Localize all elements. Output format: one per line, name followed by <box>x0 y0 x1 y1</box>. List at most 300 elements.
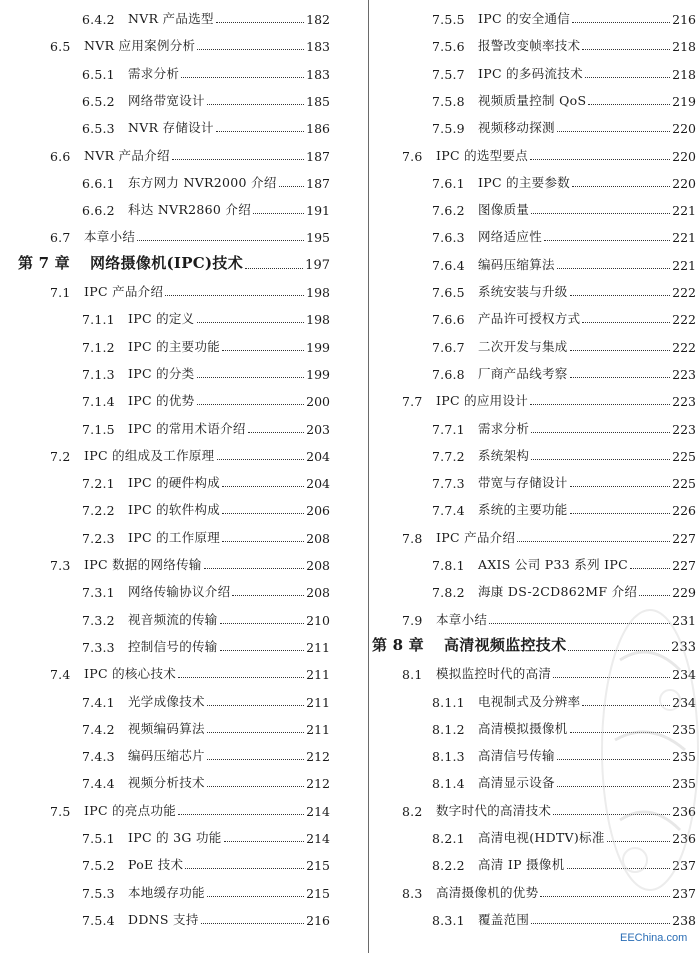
toc-subsection-entry <box>0 519 362 546</box>
toc-entry-page: 183 <box>306 39 330 55</box>
toc-leader-dots <box>531 923 670 924</box>
toc-entry-page: 233 <box>671 639 696 655</box>
toc-entry-page: 216 <box>672 12 696 27</box>
toc-leader-dots <box>185 868 304 869</box>
toc-leader-dots <box>517 541 670 542</box>
toc-entry-page: 219 <box>672 93 696 109</box>
toc-entry-page: 186 <box>306 121 330 137</box>
toc-leader-dots <box>570 350 671 351</box>
toc-entry-page: 231 <box>672 612 696 628</box>
toc-entry-title: 东方网力 NVR2000 介绍 <box>128 174 277 190</box>
toc-entry-page: 211 <box>306 639 330 655</box>
toc-leader-dots <box>222 350 304 351</box>
toc-subsection-entry <box>0 628 362 655</box>
toc-section-entry <box>0 437 362 464</box>
toc-entry-title: 网络传输协议介绍 <box>128 584 231 600</box>
toc-entry-number: 7.4.3 <box>82 749 115 765</box>
toc-entry-number: 7.5.9 <box>432 121 465 137</box>
toc-subsection-entry <box>372 410 700 437</box>
toc-entry-title: NVR 存储设计 <box>128 120 214 136</box>
toc-subsection-entry <box>0 683 362 710</box>
toc-leader-dots <box>630 568 670 569</box>
toc-subsection-entry <box>0 55 362 82</box>
toc-section-entry <box>0 218 362 245</box>
toc-entry-number: 7.7.3 <box>432 476 465 492</box>
toc-section-entry <box>372 519 700 546</box>
toc-entry-number: 7.6.8 <box>432 366 465 382</box>
toc-entry-number: 6.6.1 <box>82 175 115 191</box>
toc-entry-number: 7.2.3 <box>82 530 115 546</box>
toc-leader-dots <box>197 49 304 50</box>
column-divider <box>368 0 369 953</box>
toc-leader-dots <box>207 732 304 733</box>
toc-leader-dots <box>232 595 304 596</box>
toc-leader-dots <box>207 786 304 787</box>
toc-section-entry <box>0 546 362 573</box>
toc-entry-number: 7.1.4 <box>82 394 115 410</box>
toc-entry-number: 8.2 <box>402 803 423 819</box>
toc-leader-dots <box>207 759 304 760</box>
toc-subsection-entry <box>0 464 362 491</box>
site-logo: EEChina.com <box>620 932 688 944</box>
toc-entry-page: 237 <box>672 858 696 874</box>
toc-subsection-entry <box>372 300 700 327</box>
toc-entry-number: 7.3 <box>50 558 71 573</box>
toc-entry-title: 本章小结 <box>84 229 136 245</box>
toc-entry-title: IPC 的 3G 功能 <box>128 830 222 845</box>
toc-entry-title: 系统的主要功能 <box>478 502 568 518</box>
toc-entry-page: 223 <box>672 366 696 382</box>
toc-entry-number: 7.4.1 <box>82 694 115 710</box>
toc-subsection-entry <box>372 328 700 355</box>
toc-entry-title: 系统架构 <box>478 447 530 463</box>
toc-entry-title: IPC 的亮点功能 <box>84 802 177 818</box>
toc-entry-title: 科达 NVR2860 介绍 <box>128 202 252 218</box>
toc-entry-title: 需求分析 <box>478 420 530 436</box>
toc-entry-number: 8.1.2 <box>432 721 465 737</box>
toc-subsection-entry <box>372 355 700 382</box>
toc-entry-number: 7.2 <box>50 448 71 464</box>
toc-entry-page: 221 <box>672 230 696 246</box>
toc-entry-number: 8.3.1 <box>432 912 465 928</box>
toc-entry-title: IPC 的安全通信 <box>478 11 571 26</box>
toc-entry-page: 235 <box>672 749 696 765</box>
toc-leader-dots <box>224 841 305 842</box>
toc-entry-page: 197 <box>305 257 330 273</box>
toc-entry-number: 6.6 <box>50 148 71 164</box>
toc-subsection-entry <box>0 710 362 737</box>
toc-leader-dots <box>253 213 304 214</box>
toc-chapter-entry <box>0 246 362 273</box>
toc-subsection-entry <box>372 273 700 300</box>
toc-entry-page: 234 <box>672 667 696 683</box>
toc-entry-page: 183 <box>306 66 330 82</box>
toc-subsection-entry <box>372 573 700 600</box>
toc-entry-page: 227 <box>672 530 696 546</box>
toc-leader-dots <box>222 541 304 542</box>
toc-entry-page: 222 <box>672 339 696 355</box>
toc-entry-title: PoE 技术 <box>128 857 184 873</box>
toc-entry-title: NVR 产品选型 <box>128 11 214 26</box>
toc-entry-page: 203 <box>306 421 330 437</box>
toc-entry-page: 223 <box>672 394 696 410</box>
toc-subsection-entry <box>372 191 700 218</box>
toc-entry-page: 235 <box>672 721 696 737</box>
toc-leader-dots <box>582 322 670 323</box>
toc-entry-number: 7.4.4 <box>82 776 115 792</box>
toc-entry-number: 7.6.4 <box>432 257 465 273</box>
toc-entry-page: 211 <box>306 667 330 683</box>
toc-leader-dots <box>557 268 670 269</box>
toc-entry-number: 6.5.2 <box>82 93 115 109</box>
toc-entry-number: 7.7.2 <box>432 448 465 464</box>
toc-entry-page: 185 <box>306 93 330 109</box>
eechina-watermark-icon <box>590 600 700 910</box>
toc-subsection-entry <box>0 382 362 409</box>
toc-entry-page: 225 <box>672 448 696 464</box>
toc-entry-number: 7.8 <box>402 530 423 546</box>
toc-leader-dots <box>197 377 305 378</box>
toc-entry-number: 7.5.3 <box>82 885 115 901</box>
toc-entry-page: 223 <box>672 421 696 437</box>
toc-entry-title: 高清信号传输 <box>478 748 555 764</box>
toc-subsection-entry <box>0 874 362 901</box>
toc-subsection-entry <box>0 601 362 628</box>
toc-entry-page: 208 <box>306 530 330 546</box>
toc-subsection-entry <box>0 355 362 382</box>
toc-entry-title: 高清视频监控技术 <box>444 635 567 654</box>
toc-entry-number: 6.6.2 <box>82 203 115 219</box>
toc-entry-title: 视音频流的传输 <box>128 611 218 627</box>
toc-entry-title: 覆盖范围 <box>478 911 530 927</box>
toc-entry-number: 8.2.1 <box>432 831 465 846</box>
toc-entry-number: 7.3.3 <box>82 639 115 655</box>
toc-subsection-entry <box>0 573 362 600</box>
toc-entry-number: 7.5.7 <box>432 66 465 82</box>
toc-entry-number: 7.8.1 <box>432 558 465 573</box>
toc-subsection-entry <box>0 300 362 327</box>
toc-leader-dots <box>530 159 670 160</box>
toc-entry-title: 高清 IP 摄像机 <box>478 857 565 873</box>
toc-entry-title: 报警改变帧率技术 <box>478 38 581 54</box>
toc-entry-number: 8.1.4 <box>432 776 465 792</box>
toc-entry-title: 高清摄像机的优势 <box>436 884 539 900</box>
toc-subsection-entry <box>0 0 362 27</box>
toc-entry-number: 7.2.2 <box>82 503 115 519</box>
toc-entry-number: 7.7.1 <box>432 421 465 437</box>
toc-entry-number: 7.6.7 <box>432 339 465 355</box>
toc-entry-number: 7.5.2 <box>82 858 115 874</box>
toc-entry-number: 7.5 <box>50 803 71 819</box>
toc-entry-number: 7.9 <box>402 612 423 628</box>
toc-subsection-entry <box>372 491 700 518</box>
toc-section-entry <box>372 382 700 409</box>
toc-entry-page: 215 <box>306 885 330 901</box>
toc-entry-number: 7.5.4 <box>82 912 115 928</box>
toc-entry-title: 系统安装与升级 <box>478 284 568 299</box>
toc-subsection-entry <box>0 737 362 764</box>
toc-entry-page: 221 <box>672 203 696 219</box>
toc-section-entry <box>372 137 700 164</box>
toc-leader-dots <box>570 486 671 487</box>
toc-entry-title: IPC 的工作原理 <box>128 529 221 545</box>
toc-entry-title: 控制信号的传输 <box>128 638 218 654</box>
toc-entry-page: 204 <box>306 476 330 492</box>
toc-leader-dots <box>585 77 670 78</box>
toc-entry-title: IPC 的选型要点 <box>436 147 529 163</box>
toc-entry-title: 图像质量 <box>478 202 530 218</box>
toc-entry-number: 8.1.3 <box>432 749 465 765</box>
toc-entry-page: 208 <box>306 585 330 601</box>
toc-subsection-entry <box>372 0 700 27</box>
toc-subsection-entry <box>0 410 362 437</box>
toc-entry-page: 221 <box>672 257 696 273</box>
toc-entry-title: IPC 的组成及工作原理 <box>84 447 215 463</box>
toc-entry-title: IPC 的软件构成 <box>128 502 221 518</box>
toc-leader-dots <box>220 650 305 651</box>
toc-entry-title: 视频质量控制 QoS <box>478 92 587 108</box>
toc-entry-page: 216 <box>306 912 330 928</box>
toc-leader-dots <box>639 595 670 596</box>
toc-leader-dots <box>197 322 305 323</box>
toc-leader-dots <box>222 486 304 487</box>
toc-entry-title: 模拟监控时代的高清 <box>436 666 552 682</box>
toc-entry-title: IPC 数据的网络传输 <box>84 557 202 572</box>
toc-leader-dots <box>570 377 671 378</box>
toc-section-entry <box>0 27 362 54</box>
toc-entry-number: 8.1.1 <box>432 694 465 710</box>
toc-entry-page: 199 <box>306 366 330 382</box>
toc-entry-title: 编码压缩芯片 <box>128 748 205 764</box>
toc-entry-page: 237 <box>672 885 696 901</box>
toc-leader-dots <box>207 705 304 706</box>
toc-leader-dots <box>178 677 304 678</box>
toc-entry-number: 7.8.2 <box>432 585 465 601</box>
toc-entry-number: 7.5.5 <box>432 12 465 27</box>
toc-entry-page: 210 <box>306 612 330 628</box>
toc-leader-dots <box>531 213 670 214</box>
toc-leader-dots <box>572 186 670 187</box>
toc-entry-page: 182 <box>306 12 330 27</box>
toc-entry-page: 208 <box>306 558 330 573</box>
toc-leader-dots <box>544 240 670 241</box>
toc-subsection-entry <box>0 109 362 136</box>
toc-entry-number: 7.5.8 <box>432 93 465 109</box>
toc-entry-page: 211 <box>306 694 330 710</box>
toc-entry-title: IPC 产品介绍 <box>84 284 164 299</box>
toc-leader-dots <box>570 295 671 296</box>
toc-entry-number: 6.5.3 <box>82 121 115 137</box>
toc-subsection-entry <box>372 109 700 136</box>
toc-entry-title: IPC 的核心技术 <box>84 666 177 682</box>
toc-entry-title: AXIS 公司 P33 系列 IPC <box>478 557 628 572</box>
toc-entry-number: 7.1.3 <box>82 366 115 382</box>
toc-leader-dots <box>216 22 304 23</box>
toc-leader-dots <box>530 404 670 405</box>
toc-entry-number: 7.1.2 <box>82 339 115 355</box>
toc-entry-title: 本地缓存功能 <box>128 884 205 900</box>
toc-entry-page: 198 <box>306 285 330 300</box>
toc-subsection-entry <box>372 82 700 109</box>
toc-entry-number: 8.3 <box>402 885 423 901</box>
toc-entry-page: 187 <box>306 175 330 191</box>
toc-entry-number: 6.5.1 <box>82 66 115 82</box>
toc-leader-dots <box>217 459 305 460</box>
toc-leader-dots <box>178 814 304 815</box>
toc-leader-dots <box>165 295 304 296</box>
toc-entry-page: 206 <box>306 503 330 519</box>
toc-entry-title: IPC 的多码流技术 <box>478 65 583 81</box>
toc-entry-title: IPC 的应用设计 <box>436 393 529 409</box>
toc-entry-number: 7.7 <box>402 394 423 410</box>
toc-entry-number: 第 7 章 <box>18 253 70 272</box>
toc-leader-dots <box>245 268 303 269</box>
toc-subsection-entry <box>372 246 700 273</box>
toc-entry-page: 220 <box>672 148 696 164</box>
toc-entry-title: 网络带宽设计 <box>128 92 205 108</box>
toc-subsection-entry <box>0 901 362 928</box>
toc-entry-title: IPC 的优势 <box>128 393 195 409</box>
toc-section-entry <box>0 137 362 164</box>
toc-entry-page: 238 <box>672 912 696 928</box>
toc-entry-number: 7.6.5 <box>432 285 465 300</box>
toc-entry-title: 视频移动探测 <box>478 120 555 136</box>
toc-entry-number: 6.5 <box>50 39 71 55</box>
toc-entry-number: 7.6.6 <box>432 312 465 328</box>
toc-subsection-entry <box>372 55 700 82</box>
toc-leader-dots <box>220 623 305 624</box>
toc-entry-page: 218 <box>672 66 696 82</box>
toc-entry-page: 227 <box>672 558 696 573</box>
toc-entry-number: 7.6.2 <box>432 203 465 219</box>
toc-subsection-entry <box>0 164 362 191</box>
toc-entry-number: 7.6 <box>402 148 423 164</box>
toc-entry-title: 光学成像技术 <box>128 693 205 709</box>
toc-entry-number: 7.1.1 <box>82 312 115 328</box>
toc-subsection-entry <box>0 82 362 109</box>
toc-leader-dots <box>137 240 304 241</box>
toc-entry-page: 212 <box>306 749 330 765</box>
toc-entry-title: 数字时代的高清技术 <box>436 802 552 818</box>
toc-entry-title: IPC 的定义 <box>128 311 195 327</box>
toc-entry-title: NVR 产品介绍 <box>84 147 170 163</box>
toc-entry-page: 204 <box>306 448 330 464</box>
toc-leader-dots <box>207 104 304 105</box>
toc-subsection-entry <box>0 819 362 846</box>
toc-leader-dots <box>204 568 304 569</box>
toc-leader-dots <box>181 77 304 78</box>
toc-section-entry <box>0 792 362 819</box>
toc-entry-title: 需求分析 <box>128 65 180 81</box>
toc-entry-page: 218 <box>672 39 696 55</box>
toc-leader-dots <box>582 49 670 50</box>
toc-leader-dots <box>570 513 671 514</box>
toc-leader-dots <box>248 432 304 433</box>
toc-entry-number: 7.2.1 <box>82 476 115 492</box>
toc-entry-page: 200 <box>306 394 330 410</box>
toc-entry-number: 7.5.6 <box>432 39 465 55</box>
toc-entry-page: 195 <box>306 230 330 246</box>
toc-entry-number: 8.2.2 <box>432 858 465 874</box>
toc-subsection-entry <box>0 764 362 791</box>
toc-entry-title: IPC 的分类 <box>128 365 195 381</box>
toc-entry-number: 7.5.1 <box>82 831 115 846</box>
toc-entry-page: 212 <box>306 776 330 792</box>
toc-subsection-entry <box>0 328 362 355</box>
toc-entry-title: 带宽与存储设计 <box>478 475 568 491</box>
toc-entry-number: 7.4 <box>50 667 71 683</box>
toc-entry-title: NVR 应用案例分析 <box>84 38 196 54</box>
toc-entry-title: DDNS 支持 <box>128 911 199 927</box>
toc-entry-number: 7.6.3 <box>432 230 465 246</box>
toc-entry-title: 厂商产品线考察 <box>478 365 568 381</box>
toc-entry-title: 产品许可授权方式 <box>478 311 581 327</box>
toc-section-entry <box>0 655 362 682</box>
toc-leader-dots <box>197 404 305 405</box>
toc-entry-number: 7.1 <box>50 285 71 300</box>
toc-entry-page: 198 <box>306 312 330 328</box>
toc-entry-number: 7.3.2 <box>82 612 115 628</box>
toc-entry-title: 本章小结 <box>436 611 488 627</box>
toc-subsection-entry <box>372 27 700 54</box>
toc-entry-title: IPC 的主要参数 <box>478 174 571 190</box>
toc-entry-title: IPC 的常用术语介绍 <box>128 420 246 436</box>
toc-entry-title: 视频编码算法 <box>128 720 205 736</box>
toc-entry-number: 8.1 <box>402 667 423 683</box>
toc-subsection-entry <box>0 191 362 218</box>
toc-entry-page: 215 <box>306 858 330 874</box>
toc-entry-page: 220 <box>672 175 696 191</box>
toc-entry-page: 229 <box>672 585 696 601</box>
toc-leader-dots <box>207 896 304 897</box>
toc-entry-page: 226 <box>672 503 696 519</box>
toc-leader-dots <box>216 131 304 132</box>
toc-entry-number: 7.6.1 <box>432 175 465 191</box>
toc-entry-page: 220 <box>672 121 696 137</box>
toc-entry-page: 214 <box>306 803 330 819</box>
toc-entry-title: 电视制式及分辨率 <box>478 693 581 709</box>
toc-entry-title: 网络摄像机(IPC)技术 <box>90 253 244 272</box>
toc-entry-page: 191 <box>306 203 330 219</box>
toc-leader-dots <box>172 159 304 160</box>
toc-leader-dots <box>222 513 304 514</box>
toc-subsection-entry <box>372 546 700 573</box>
toc-entry-title: 高清模拟摄像机 <box>478 720 568 736</box>
toc-entry-page: 235 <box>672 776 696 792</box>
toc-entry-number: 第 8 章 <box>372 635 424 654</box>
toc-subsection-entry <box>372 164 700 191</box>
toc-leader-dots <box>279 186 305 187</box>
toc-entry-title: IPC 产品介绍 <box>436 529 516 545</box>
toc-entry-title: IPC 的主要功能 <box>128 338 221 354</box>
toc-entry-title: 高清电视(HDTV)标准 <box>478 830 605 845</box>
toc-entry-number: 7.4.2 <box>82 721 115 737</box>
toc-entry-title: 编码压缩算法 <box>478 256 555 272</box>
toc-leader-dots <box>557 131 670 132</box>
toc-entry-number: 7.7.4 <box>432 503 465 519</box>
toc-subsection-entry <box>0 846 362 873</box>
toc-subsection-entry <box>372 464 700 491</box>
toc-section-entry <box>0 273 362 300</box>
toc-entry-number: 6.7 <box>50 230 71 246</box>
toc-entry-page: 234 <box>672 694 696 710</box>
toc-entry-page: 222 <box>672 285 696 300</box>
toc-entry-title: 二次开发与集成 <box>478 338 568 354</box>
toc-leader-dots <box>531 459 670 460</box>
toc-entry-title: 网络适应性 <box>478 229 543 245</box>
toc-entry-number: 7.3.1 <box>82 585 115 601</box>
toc-entry-number: 7.1.5 <box>82 421 115 437</box>
